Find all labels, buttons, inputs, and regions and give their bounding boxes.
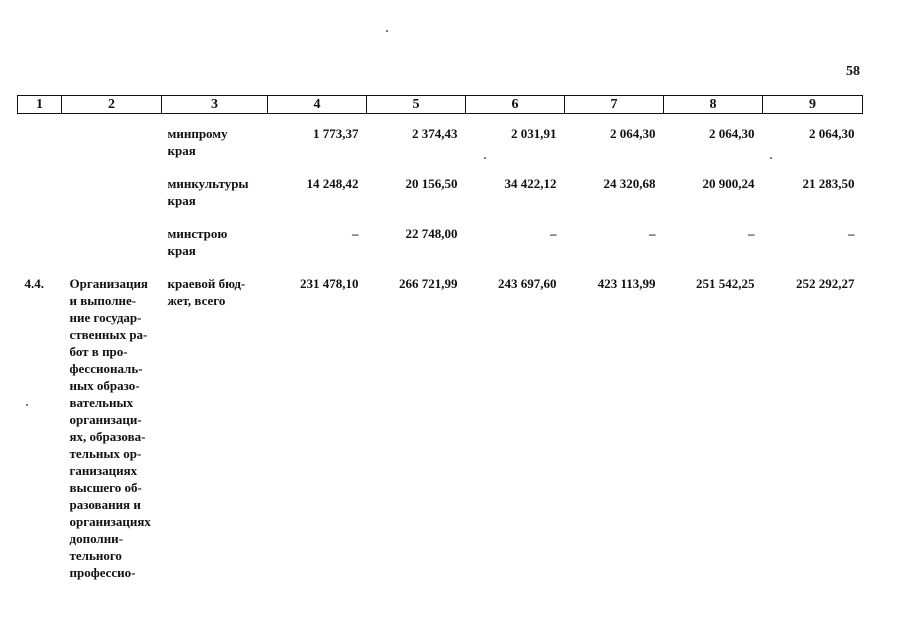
value-cell: 2 064,30 — [610, 126, 656, 141]
value-cell: 20 156,50 — [405, 176, 458, 191]
row-name-line: фессиональ- — [69, 361, 143, 376]
row-name-cell — [62, 225, 162, 259]
row-number-cell — [18, 175, 62, 209]
funding-source-line: края — [167, 193, 196, 208]
table-row — [18, 225, 863, 259]
value-cell: 34 422,12 — [504, 176, 557, 191]
row-name-line: дополни- — [69, 531, 123, 546]
value-cell: 14 248,42 — [306, 176, 359, 191]
value-cell: 2 031,91 — [511, 126, 557, 141]
row-name-line: ганизациях — [69, 463, 138, 478]
value-cell: 24 320,68 — [603, 176, 656, 191]
value-cell: – — [649, 226, 656, 241]
row-name-line: бот в про- — [69, 344, 128, 359]
column-header: 5 — [367, 96, 466, 114]
budget-table — [17, 95, 863, 581]
value-cell: 20 900,24 — [702, 176, 755, 191]
row-spacer — [18, 209, 863, 225]
column-header: 4 — [268, 96, 367, 114]
row-name-cell — [62, 175, 162, 209]
value-cell: – — [550, 226, 557, 241]
table-row — [18, 275, 863, 581]
funding-source-cell — [162, 175, 268, 209]
row-name-line: организациях — [69, 514, 151, 529]
row-name-line: профессио- — [69, 565, 136, 580]
column-header: 8 — [664, 96, 763, 114]
row-spacer — [18, 159, 863, 175]
row-name-cell — [62, 125, 162, 159]
value-cell: 243 697,60 — [498, 276, 557, 291]
value-cell: – — [748, 226, 755, 241]
funding-source-line: жет, всего — [167, 293, 226, 308]
column-header: 7 — [565, 96, 664, 114]
row-number-cell: 4.4. — [24, 276, 44, 291]
row-name-cell — [62, 275, 162, 581]
value-cell: 2 064,30 — [809, 126, 855, 141]
row-name-line: вательных — [69, 395, 134, 410]
row-number-cell — [18, 225, 62, 259]
column-header: 2 — [62, 96, 162, 114]
column-header: 6 — [466, 96, 565, 114]
scan-speck — [386, 30, 388, 32]
table-row — [18, 125, 863, 159]
value-cell: – — [848, 226, 855, 241]
column-number-row — [18, 96, 863, 114]
funding-source-line: минпрому — [167, 126, 228, 141]
row-spacer — [18, 259, 863, 275]
row-name-line: и выполне- — [69, 293, 137, 308]
scan-speck — [26, 404, 28, 406]
page-number: 58 — [846, 64, 860, 79]
funding-source-cell — [162, 275, 268, 581]
column-header: 1 — [18, 96, 62, 114]
scan-speck — [770, 157, 772, 159]
value-cell: 231 478,10 — [300, 276, 359, 291]
value-cell: 423 113,99 — [597, 276, 656, 291]
funding-source-cell — [162, 125, 268, 159]
scan-speck — [484, 157, 486, 159]
funding-source-line: краевой бюд- — [167, 276, 246, 291]
row-number-cell — [18, 125, 62, 159]
row-name-line: тельного — [69, 548, 122, 563]
column-header: 3 — [162, 96, 268, 114]
row-name-line: организаци- — [69, 412, 142, 427]
funding-source-line: края — [167, 143, 196, 158]
column-header: 9 — [763, 96, 863, 114]
funding-source-cell — [162, 225, 268, 259]
row-name-line: ственных ра- — [69, 327, 148, 342]
value-cell: 1 773,37 — [313, 126, 359, 141]
value-cell: 22 748,00 — [405, 226, 458, 241]
row-name-line: высшего об- — [69, 480, 142, 495]
value-cell: 2 064,30 — [709, 126, 755, 141]
row-name-line: Организация — [69, 276, 148, 291]
table-row — [18, 175, 863, 209]
row-name-line: ных образо- — [69, 378, 140, 393]
value-cell: – — [352, 226, 359, 241]
funding-source-line: минкультуры — [167, 176, 249, 191]
header-gap — [18, 114, 863, 126]
value-cell: 21 283,50 — [802, 176, 855, 191]
row-name-line: ях, образова- — [69, 429, 146, 444]
funding-source-line: минстрою — [167, 226, 228, 241]
value-cell: 252 292,27 — [796, 276, 855, 291]
row-name-line: разования и — [69, 497, 141, 512]
value-cell: 266 721,99 — [399, 276, 458, 291]
funding-source-line: края — [167, 243, 196, 258]
value-cell: 251 542,25 — [696, 276, 755, 291]
value-cell: 2 374,43 — [412, 126, 458, 141]
row-name-line: ние государ- — [69, 310, 142, 325]
row-name-line: тельных ор- — [69, 446, 142, 461]
